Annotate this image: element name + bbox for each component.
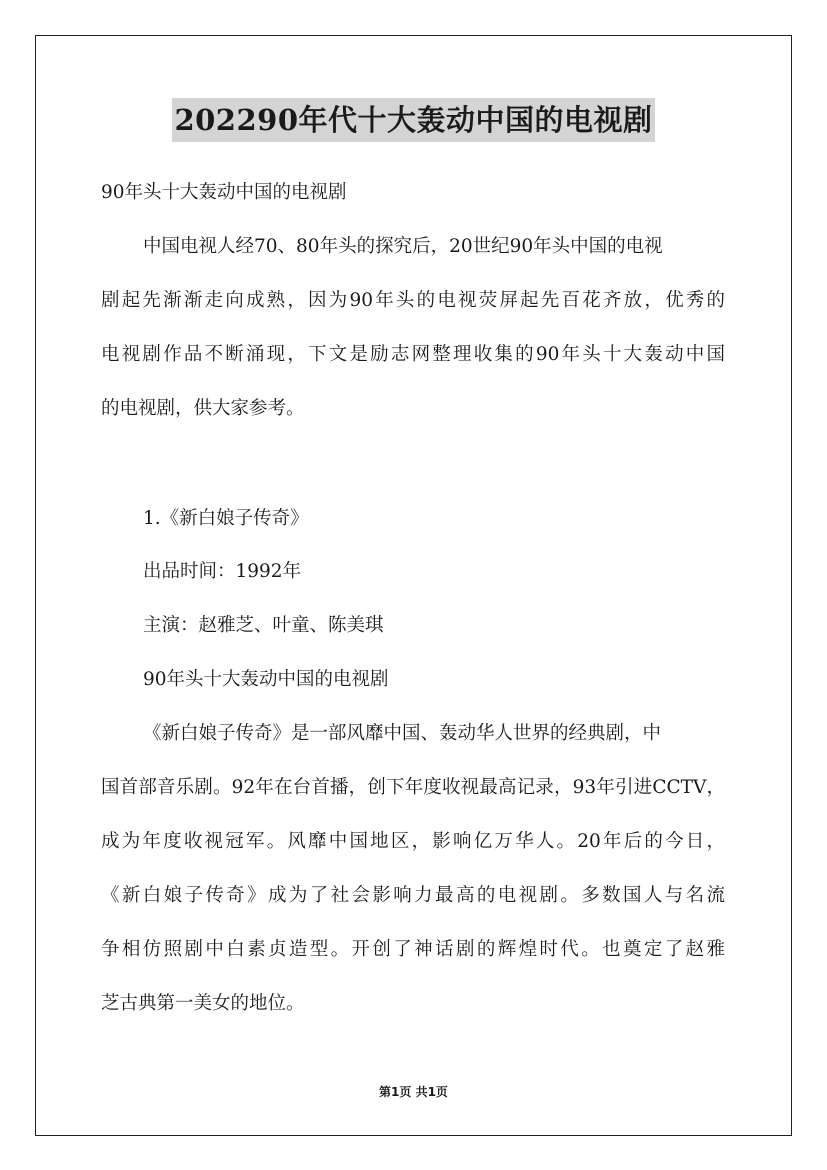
- page-footer: 第1页 共1页: [379, 1085, 448, 1099]
- item-year: 出品时间：1992年: [143, 561, 302, 582]
- subtitle: 90年头十大轰动中国的电视剧: [101, 182, 347, 203]
- document-title: 202290年代十大轰动中国的电视剧: [172, 98, 654, 142]
- intro-line: 的电视剧，供大家参考。: [101, 398, 305, 419]
- desc-line: 《新白娘子传奇》是一部风靡中国、轰动华人世界的经典剧，中: [143, 723, 662, 744]
- desc-line: 国首部音乐剧。92年在台首播，创下年度收视最高记录，93年引进CCTV，: [101, 777, 725, 798]
- desc-line: 争相仿照剧中白素贞造型。开创了神话剧的辉煌时代。也奠定了赵雅: [101, 939, 725, 960]
- item-cast: 主演：赵雅芝、叶童、陈美琪: [143, 615, 384, 636]
- desc-line: 芝古典第一美女的地位。: [101, 993, 305, 1014]
- desc-line: 成为年度收视冠军。风靡中国地区，影响亿万华人。20年后的今日，: [101, 831, 725, 852]
- intro-line: 中国电视人经70、80年头的探究后，20世纪90年头中国的电视: [143, 236, 663, 257]
- item-heading: 1.《新白娘子传奇》: [143, 508, 309, 529]
- intro-line: 电视剧作品不断涌现，下文是励志网整理收集的90年头十大轰动中国: [101, 344, 725, 365]
- intro-line: 剧起先渐渐走向成熟，因为90年头的电视荧屏起先百花齐放，优秀的: [101, 290, 725, 311]
- item-tag: 90年头十大轰动中国的电视剧: [143, 669, 389, 690]
- desc-line: 《新白娘子传奇》成为了社会影响力最高的电视剧。多数国人与名流: [101, 885, 725, 906]
